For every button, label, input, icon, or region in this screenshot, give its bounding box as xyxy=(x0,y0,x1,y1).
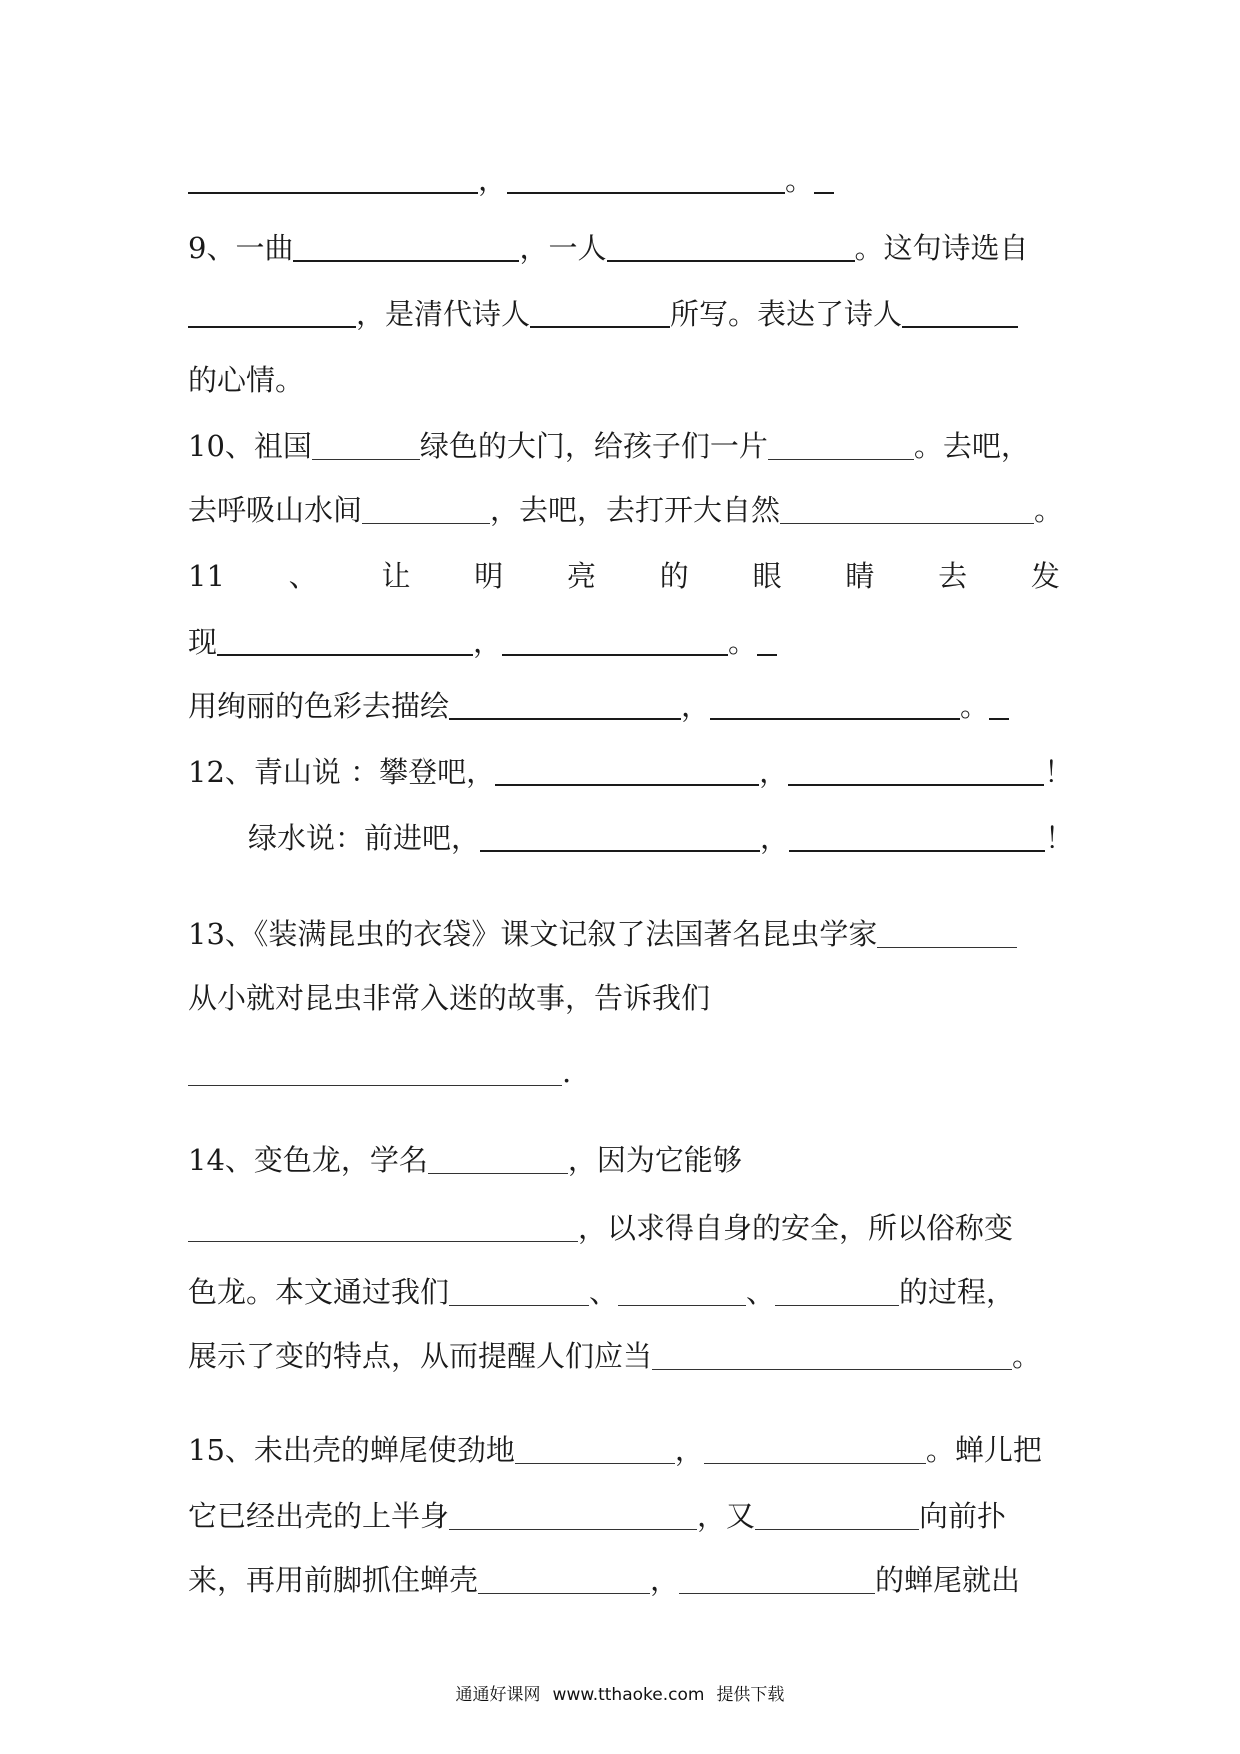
q13-line-2 xyxy=(188,978,1060,1018)
q8-period: 。 xyxy=(785,163,815,197)
q14-line-3 xyxy=(188,1272,1060,1312)
blank[interactable] xyxy=(788,754,1044,786)
q11-period: 。 xyxy=(728,625,758,659)
q13-line-1 xyxy=(188,914,1060,954)
q15-line-2 xyxy=(188,1496,1060,1536)
q10-text: 绿色的大门，给孩子们一片 xyxy=(419,429,768,463)
q14-text: 展示了变的特点，从而提醒人们应当 xyxy=(188,1339,653,1373)
blank[interactable] xyxy=(478,1563,650,1594)
q11-char: 11 xyxy=(188,559,225,593)
q9-line-3 xyxy=(188,360,1060,400)
blank[interactable] xyxy=(789,820,1045,852)
q15-text: 的蝉尾就出 xyxy=(875,1563,1021,1597)
q11-line-2 xyxy=(188,622,1060,662)
q12-exclamation: ！ xyxy=(1045,821,1075,855)
q11-comma: ， xyxy=(473,625,503,659)
q15-text: 。蝉儿把 xyxy=(925,1433,1042,1467)
footer-url[interactable]: www.tthaoke.com xyxy=(552,1685,705,1705)
blank[interactable] xyxy=(188,296,356,328)
blank[interactable] xyxy=(293,230,519,262)
q14-line-2 xyxy=(188,1208,1060,1248)
blank[interactable] xyxy=(217,624,473,656)
q11-line-1 xyxy=(188,556,1060,596)
q13-text: . xyxy=(562,1055,572,1089)
q15-text: 来，再用前脚抓住蝉壳 xyxy=(188,1563,479,1597)
q14-text: 的过程， xyxy=(899,1275,1016,1309)
q10-text: 。 xyxy=(1034,493,1064,527)
blank[interactable] xyxy=(188,1211,578,1242)
blank[interactable] xyxy=(814,162,834,194)
q15-text: 15、未出壳的蝉尾使劲地 xyxy=(188,1433,515,1467)
q12-comma: ， xyxy=(759,755,789,789)
q11-char: 眼 xyxy=(752,559,782,593)
blank[interactable] xyxy=(515,1433,675,1464)
q10-text: 10、祖国 xyxy=(188,429,312,463)
footer-site: 通通好课网 xyxy=(455,1685,541,1705)
blank[interactable] xyxy=(757,624,777,656)
q12-comma: ， xyxy=(760,821,790,855)
q9-text: ，是清代诗人 xyxy=(356,297,531,331)
q11-text: 现 xyxy=(188,625,218,659)
q14-separator: 、 xyxy=(589,1275,619,1309)
blank[interactable] xyxy=(704,1433,926,1464)
q11-line-3 xyxy=(188,686,1060,726)
q13-text: 13、《装满昆虫的衣袋》课文记叙了法国著名昆虫学家 xyxy=(188,917,878,951)
blank[interactable] xyxy=(480,820,760,852)
blank[interactable] xyxy=(710,688,960,720)
blank[interactable] xyxy=(902,296,1018,328)
blank[interactable] xyxy=(989,688,1009,720)
q14-text: 14、变色龙，学名 xyxy=(188,1143,428,1177)
q9-text: 所写。表达了诗人 xyxy=(670,297,903,331)
q15-comma: ， xyxy=(674,1433,704,1467)
q11-char: 的 xyxy=(659,559,689,593)
q9-line-2 xyxy=(188,294,1060,334)
q11-char: 睛 xyxy=(845,559,875,593)
q14-text: ，以求得自身的安全，所以俗称变 xyxy=(578,1211,1014,1245)
q15-text: 向前扑 xyxy=(919,1499,1007,1533)
blank[interactable] xyxy=(188,1055,562,1086)
blank[interactable] xyxy=(449,688,681,720)
q11-period: 。 xyxy=(960,689,990,723)
q15-line-1 xyxy=(188,1430,1060,1470)
q11-char: 、 xyxy=(288,559,318,593)
blank[interactable] xyxy=(495,754,759,786)
blank[interactable] xyxy=(652,1339,1012,1370)
blank[interactable] xyxy=(877,917,1017,948)
blank[interactable] xyxy=(775,1275,899,1306)
q12-line-1 xyxy=(188,752,1074,792)
q15-text: 它已经出壳的上半身 xyxy=(188,1499,450,1533)
blank[interactable] xyxy=(768,429,914,460)
q9-text: 一人 xyxy=(548,231,607,265)
q11-char: 去 xyxy=(938,559,968,593)
blank[interactable] xyxy=(449,1499,697,1530)
q11-char: 明 xyxy=(474,559,504,593)
q9-text: 一曲 xyxy=(235,231,294,265)
q14-line-4 xyxy=(188,1336,1060,1376)
blank[interactable] xyxy=(502,624,728,656)
q10-line-2 xyxy=(188,490,1064,530)
q9-line-1 xyxy=(188,228,1060,268)
q11-char: 让 xyxy=(381,559,411,593)
blank[interactable] xyxy=(188,162,478,194)
q12-text: 12、青山说 ：攀登吧， xyxy=(188,755,496,789)
q14-text: 色龙。本文通过我们 xyxy=(188,1275,450,1309)
q14-text: ，因为它能够 xyxy=(567,1143,742,1177)
q9-text: 。这句诗选自 xyxy=(854,231,1029,265)
q8-comma: ， xyxy=(478,163,508,197)
q13-line-3 xyxy=(188,1052,1060,1092)
q10-text: 。去吧， xyxy=(913,429,1030,463)
footer-note: 提供下载 xyxy=(716,1685,785,1705)
blank[interactable] xyxy=(530,296,670,328)
q11-text: 用绚丽的色彩去描绘 xyxy=(188,689,450,723)
q9-comma: ， xyxy=(519,231,549,265)
blank[interactable] xyxy=(362,493,490,524)
q15-text: ，又 xyxy=(697,1499,756,1533)
q12-exclamation: ！ xyxy=(1044,755,1074,789)
q8-tail-line xyxy=(188,160,1060,200)
blank[interactable] xyxy=(312,429,420,460)
blank[interactable] xyxy=(507,162,785,194)
page-footer xyxy=(0,1680,1240,1705)
blank[interactable] xyxy=(755,1499,919,1530)
q13-text: 从小就对昆虫非常入迷的故事，告诉我们 xyxy=(188,981,711,1015)
q11-comma: ， xyxy=(681,689,711,723)
blank[interactable] xyxy=(607,230,855,262)
blank[interactable] xyxy=(449,1275,589,1306)
blank[interactable] xyxy=(679,1563,875,1594)
q11-char: 亮 xyxy=(567,559,597,593)
q11-char: 发 xyxy=(1030,559,1060,593)
q14-text: 。 xyxy=(1012,1339,1042,1373)
q10-text: 去呼吸山水间 xyxy=(188,493,363,527)
q14-line-1 xyxy=(188,1140,1060,1180)
blank[interactable] xyxy=(780,493,1034,524)
q10-line-1 xyxy=(188,426,1060,466)
q12-line-2 xyxy=(188,818,1075,858)
q9-num: 9、 xyxy=(188,231,236,265)
blank[interactable] xyxy=(618,1275,746,1306)
blank[interactable] xyxy=(428,1143,568,1174)
q15-comma: ， xyxy=(650,1563,680,1597)
q10-text: ，去吧，去打开大自然 xyxy=(490,493,781,527)
q14-separator: 、 xyxy=(746,1275,776,1309)
q12-text: 绿水说：前进吧， xyxy=(248,821,481,855)
q9-text: 的心情。 xyxy=(188,363,305,397)
q15-line-3 xyxy=(188,1560,1060,1600)
